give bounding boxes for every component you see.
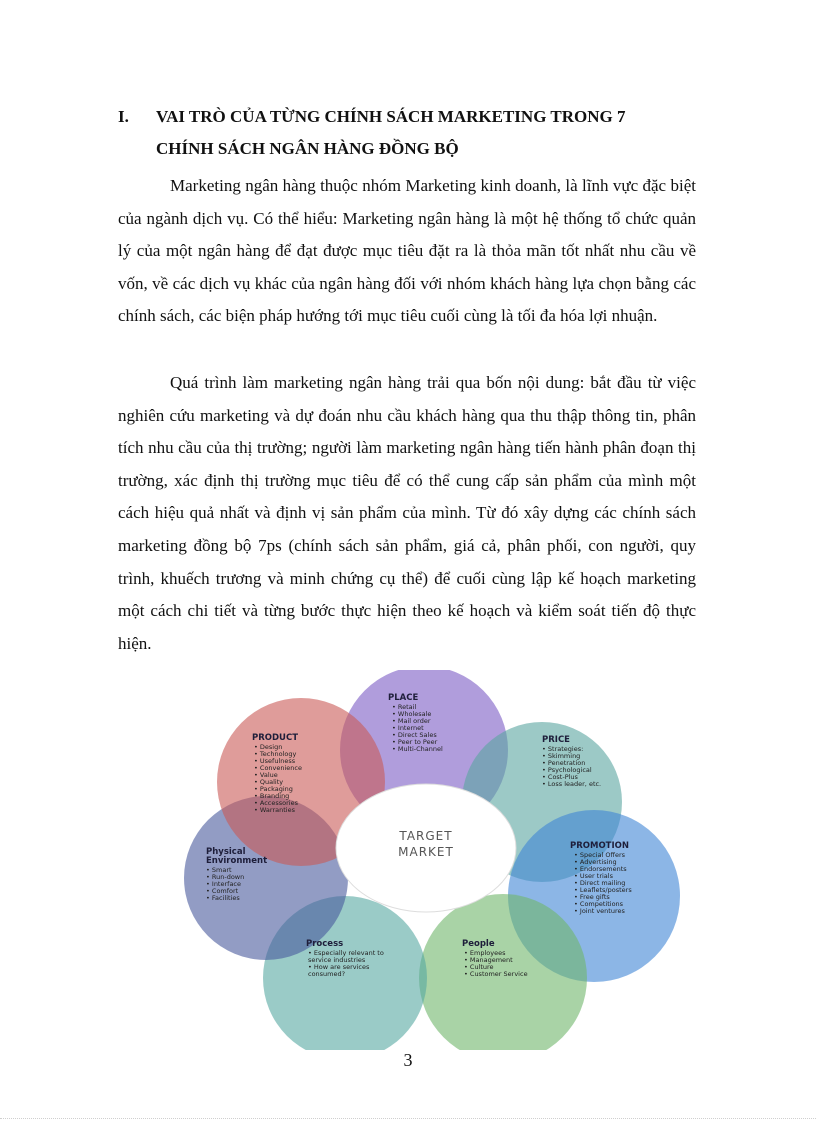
petal-item: • Retail — [392, 703, 417, 711]
petal-item: consumed? — [308, 970, 346, 978]
petal-item: • Skimming — [542, 752, 581, 760]
page-bottom-border — [0, 1118, 816, 1120]
petal-item: • Facilities — [206, 894, 240, 902]
petal-item: • Direct Sales — [392, 731, 437, 739]
petal-item: • How are services — [308, 963, 370, 971]
petal-item: • Value — [254, 771, 278, 779]
petal-item: • Convenience — [254, 764, 302, 772]
petal-item: • Multi-Channel — [392, 745, 443, 753]
petal-item: • User trials — [574, 872, 613, 880]
petal-title: People — [462, 939, 495, 949]
petal-item: • Warranties — [254, 806, 295, 814]
petal-item: service industries — [308, 956, 366, 964]
heading-line-1: VAI TRÒ CỦA TỪNG CHÍNH SÁCH MARKETING TRONG 7 — [156, 107, 626, 126]
petal-item: • Special Offers — [574, 851, 626, 859]
petal-item: • Direct mailing — [574, 879, 626, 887]
petal-title: PLACE — [388, 693, 419, 703]
petal-title: PROMOTION — [570, 841, 629, 851]
petal-item: • Employees — [464, 949, 506, 957]
paragraph-2 — [118, 367, 696, 660]
petal-item: • Internet — [392, 724, 424, 732]
petal-item: • Branding — [254, 792, 290, 800]
petal-item: • Leaflets/posters — [574, 886, 632, 894]
petal-item: • Packaging — [254, 785, 293, 793]
petal-item: • Culture — [464, 963, 494, 971]
paragraph-2-text: Quá trình làm marketing ngân hàng trải qua bốn nội dung: bắt đầu từ việc nghiên cứu marketing và dự đoán nhu cầu khách hàng qua thu thập thông tin, phân tích nhu cầu của thị trường; người làm marketing ngân hàng tiến hành phân đoạn thị trường, xác định thị trường mục tiêu để có thể cung cấp sản phẩm của mình một cách hiệu quả nhất và định vị sản phẩm của mình. Từ đó xây dựng các chính sách marketing đồng bộ 7ps (chính sách sản phẩm, giá cả, phân phối, con người, quy trình, khuếch trương và minh chứng cụ thể) để cuối cùng lập kế hoạch marketing một cách chi tiết và từng bước thực hiện theo kế hoạch và kiểm soát tiến độ thực hiện. — [118, 373, 696, 653]
heading-number: I. — [118, 107, 129, 126]
petal-item: • Mail order — [392, 717, 431, 725]
petal-item: • Cost-Plus — [542, 773, 578, 781]
heading-line-2: CHÍNH SÁCH NGÂN HÀNG ĐỒNG BỘ — [156, 139, 459, 158]
petal-item: • Wholesale — [392, 710, 432, 718]
petal-title: Physical — [206, 847, 246, 857]
petal-item: • Technology — [254, 750, 297, 758]
petal-title: PRODUCT — [252, 733, 298, 743]
petal-item: • Peer to Peer — [392, 738, 438, 746]
petal-item: • Loss leader, etc. — [542, 780, 602, 788]
petal-title: PRICE — [542, 735, 570, 745]
paragraph-1 — [118, 170, 696, 333]
petal-item: • Design — [254, 743, 283, 751]
petal-item: • Accessories — [254, 799, 298, 807]
petal-title: Environment — [206, 856, 268, 866]
petal-item: • Run-down — [206, 873, 245, 881]
petal-item: • Customer Service — [464, 970, 528, 978]
petal-item: • Penetration — [542, 759, 586, 767]
petal-item: • Interface — [206, 880, 242, 888]
paragraph-1-text: Marketing ngân hàng thuộc nhóm Marketing kinh doanh, là lĩnh vực đặc biệt của ngành dịch vụ. Có thể hiểu: Marketing ngân hàng là một hệ thống tổ chức quản lý của một ngân hàng để đạt được mục tiêu đặt ra là thỏa mãn tốt nhất nhu cầu về vốn, về các dịch vụ khác của ngân hàng đối với nhóm khách hàng lựa chọn bằng các chính sách, các biện pháp hướng tới mục tiêu cuối cùng là tối đa hóa lợi nhuận. — [118, 176, 696, 326]
petal-item: • Usefulness — [254, 757, 296, 765]
petal-item: • Competitions — [574, 900, 624, 908]
petal-item: • Joint ventures — [574, 907, 625, 915]
petal-item: • Comfort — [206, 887, 239, 895]
petal-item: • Free gifts — [574, 893, 610, 901]
petal-item: • Especially relevant to — [308, 949, 384, 957]
petal-item: • Advertising — [574, 858, 617, 866]
petal-item: • Psychological — [542, 766, 592, 774]
page-number: 3 — [403, 1050, 413, 1070]
petal-title: Process — [306, 939, 344, 949]
petal-item: • Quality — [254, 778, 284, 786]
petal-item: • Smart — [206, 866, 232, 874]
center-label-2: MARKET — [398, 845, 454, 859]
petal-item: • Management — [464, 956, 513, 964]
petal-item: • Endorsements — [574, 865, 627, 873]
petal-item: • Strategies: — [542, 745, 584, 753]
7ps-diagram — [170, 670, 682, 1050]
center-label-1: TARGET — [399, 829, 453, 843]
